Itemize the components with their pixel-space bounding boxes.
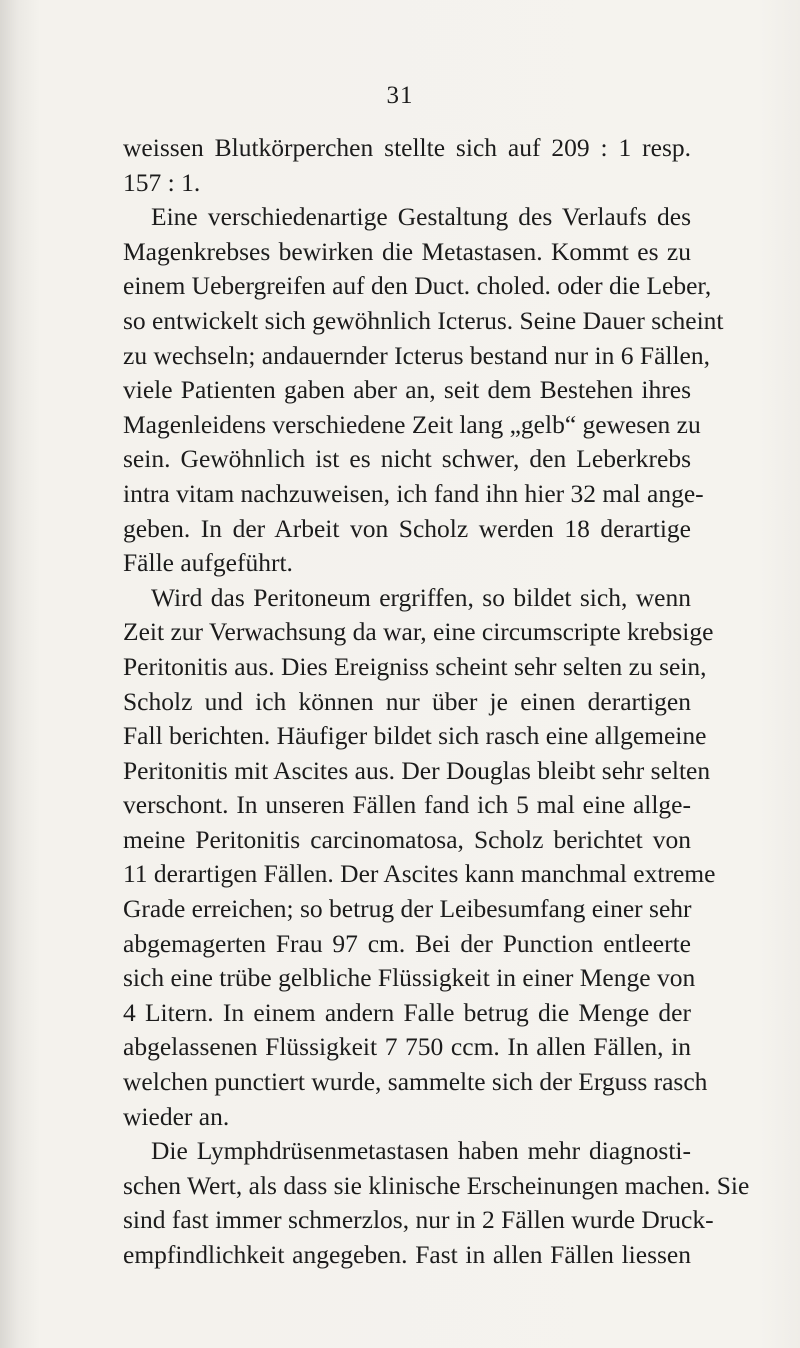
text-line: verschont. In unseren Fällen fand ich 5 mal eine allge- [123,790,691,820]
text-line: Die Lymphdrüsenmetastasen haben mehr diagnosti- [151,1136,691,1166]
text-line: Fall berichten. Häufiger bildet sich rasch eine allgemeine [123,721,707,751]
text-line: sind fast immer schmerzlos, nur in 2 Fällen wurde Druck- [123,1205,714,1235]
text-line: Magenkrebses bewirken die Metastasen. Kommt es zu [123,236,691,266]
text-line: Magenleidens verschiedene Zeit lang „gelb“ gewesen zu [123,409,701,439]
page-number: 31 [386,82,414,109]
text-line: 4 Litern. In einem andern Falle betrug die Menge der [123,997,691,1027]
text-line: Peritonitis aus. Dies Ereigniss scheint sehr selten zu sein, [123,651,707,681]
body-text [123,131,750,1273]
text-line: 157 : 1. [123,167,201,197]
text-line: welchen punctiert wurde, sammelte sich der Erguss rasch [123,1067,708,1097]
text-line: abgemagerten Frau 97 cm. Bei der Punction entleerte [123,928,691,958]
text-line: Zeit zur Verwachsung da war, eine circumscripte krebsige [123,617,714,647]
text-line: viele Patienten gaben aber an, seit dem Bestehen ihres [123,375,691,405]
text-line: zu wechseln; andauernder Icterus bestand nur in 6 Fällen, [123,340,710,370]
text-line: meine Peritonitis carcinomatosa, Scholz berichtet von [123,824,691,854]
text-line: empfindlichkeit angegeben. Fast in allen Fällen liessen [123,1240,691,1269]
text-line: Grade erreichen; so betrug der Leibesumfang einer sehr [123,894,692,924]
text-line: Fälle aufgeführt. [123,548,293,578]
text-line: Peritonitis mit Ascites aus. Der Douglas bleibt sehr selten [123,755,711,785]
text-line: abgelassenen Flüssigkeit 7 750 ccm. In allen Fällen, in [123,1032,691,1062]
text-line: Eine verschiedenartige Gestaltung des Verlaufs des [151,202,691,232]
text-line: einem Uebergreifen auf den Duct. choled. oder die Leber, [123,271,712,301]
text-line: schen Wert, als dass sie klinische Erscheinungen machen. Sie [123,1170,750,1200]
text-line: 11 derartigen Fällen. Der Ascites kann manchmal extreme [123,859,716,889]
text-line: sein. Gewöhnlich ist es nicht schwer, den Leberkrebs [123,444,691,474]
text-line: geben. In der Arbeit von Scholz werden 18 derartige [123,513,691,543]
text-line: wieder an. [123,1101,230,1131]
text-line: Scholz und ich können nur über je einen derartigen [123,686,691,716]
text-line: weissen Blutkörperchen stellte sich auf 209 : 1 resp. [123,133,691,162]
text-line: Wird das Peritoneum ergriffen, so bildet sich, wenn [151,582,691,612]
text-line: sich eine trübe gelbliche Flüssigkeit in einer Menge von [123,963,696,993]
text-line: intra vitam nachzuweisen, ich fand ihn hier 32 mal ange- [123,478,704,508]
text-line: so entwickelt sich gewöhnlich Icterus. Seine Dauer scheint [123,305,724,335]
